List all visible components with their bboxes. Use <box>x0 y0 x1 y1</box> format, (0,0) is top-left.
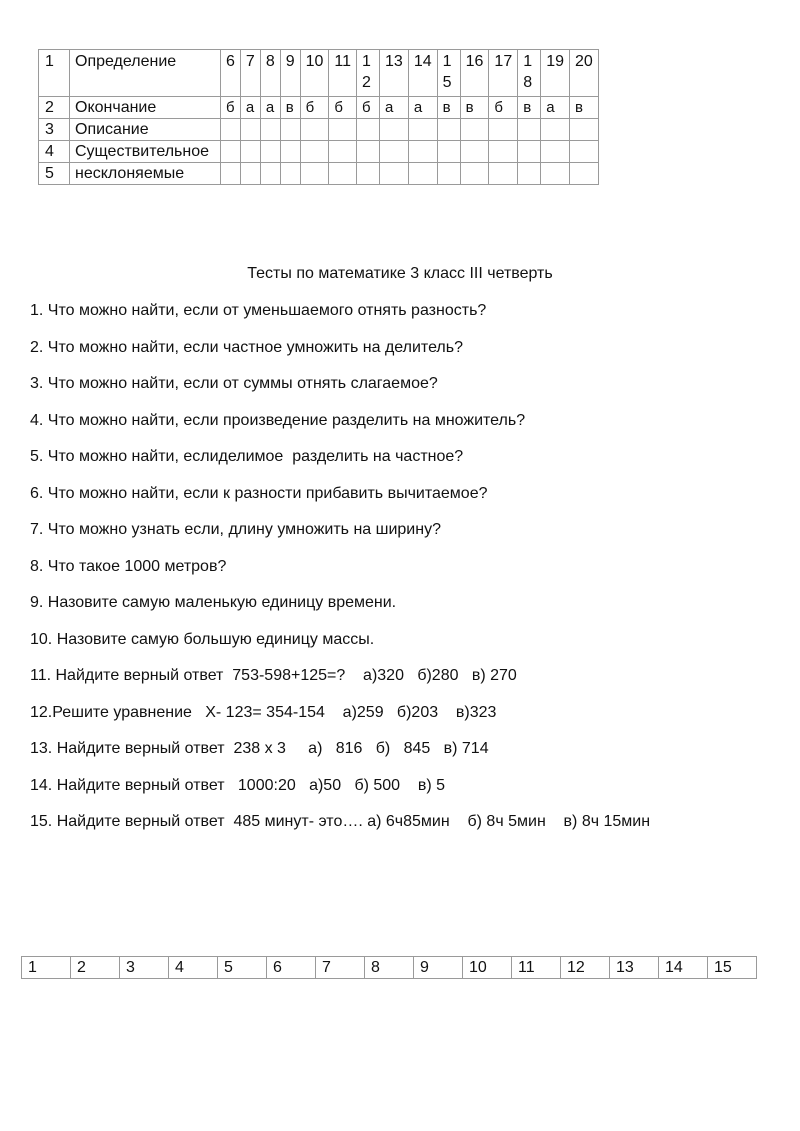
question-item: 13. Найдите верный ответ 238 х 3 а) 816 б) 845 в) 714 <box>30 740 489 757</box>
wrapped-number: 15 <box>442 53 452 91</box>
row-label: Описание <box>70 119 221 141</box>
table-cell: а <box>380 97 409 119</box>
table-cell <box>570 119 599 141</box>
table-row <box>39 97 599 119</box>
question-item: 6. Что можно найти, если к разности прибавить вычитаемое? <box>30 484 488 502</box>
table-cell <box>221 163 241 185</box>
table-cell <box>240 141 260 163</box>
table-cell <box>221 119 241 141</box>
table-cell: 20 <box>570 50 599 97</box>
table-cell <box>300 163 329 185</box>
table-cell <box>357 119 380 141</box>
table-cell: 11 <box>512 957 561 979</box>
question-item: 12.Решите уравнение Х- 123= 354-154 а)259 б)203 в)323 <box>30 703 497 721</box>
table-cell: 2 <box>71 957 120 979</box>
table-cell: 4 <box>169 957 218 979</box>
table-cell: 10 <box>300 50 329 97</box>
table-cell <box>221 141 241 163</box>
row-number: 1 <box>39 50 70 97</box>
table-row <box>39 119 599 141</box>
question-item: 11. Найдите верный ответ 753-598+125=? а)320 б)280 в) 270 <box>30 667 517 684</box>
table-cell <box>300 141 329 163</box>
table-cell <box>240 119 260 141</box>
table-cell <box>518 141 541 163</box>
question-item: 9. Назовите самую маленькую единицу времени. <box>30 594 397 611</box>
page-title: Тесты по математике 3 класс III четверть <box>247 265 553 282</box>
table-cell: 6 <box>221 50 241 97</box>
table-cell: а <box>408 97 437 119</box>
answer-grid-table <box>21 956 757 979</box>
table-cell: а <box>260 97 280 119</box>
question-item: 1. Что можно найти, если от уменьшаемого отнять разность? <box>30 302 487 319</box>
row-number: 5 <box>39 163 70 185</box>
table-cell <box>260 141 280 163</box>
table-cell <box>357 141 380 163</box>
table-cell <box>541 141 570 163</box>
question-item: 10. Назовите самую большую единицу массы. <box>30 630 375 648</box>
table-cell <box>541 119 570 141</box>
table-cell: 13 <box>610 957 659 979</box>
table-row <box>39 50 599 97</box>
table-cell <box>408 141 437 163</box>
row-label: Существительное <box>70 141 221 163</box>
table-row <box>39 163 599 185</box>
row-number: 4 <box>39 141 70 163</box>
table-cell: а <box>541 97 570 119</box>
table-row <box>22 957 757 979</box>
table-cell: 7 <box>240 50 260 97</box>
table-cell: в <box>460 97 489 119</box>
table-cell <box>380 119 409 141</box>
table-cell <box>437 141 460 163</box>
table-row <box>39 141 599 163</box>
table-cell: в <box>570 97 599 119</box>
table-cell: 12 <box>561 957 610 979</box>
question-item: 2. Что можно найти, если частное умножить на делитель? <box>30 338 463 356</box>
row-number: 2 <box>39 97 70 119</box>
table-cell <box>380 141 409 163</box>
row-number: 3 <box>39 119 70 141</box>
table-cell: в <box>518 97 541 119</box>
table-cell <box>437 50 460 97</box>
question-item: 8. Что такое 1000 метров? <box>30 557 227 575</box>
answer-key-table <box>38 49 599 185</box>
table-cell: 14 <box>408 50 437 97</box>
question-item: 14. Найдите верный ответ 1000:20 а)50 б) 500 в) 5 <box>30 776 446 794</box>
table-cell: б <box>357 97 380 119</box>
table-cell: 15 <box>708 957 757 979</box>
table-cell: 5 <box>218 957 267 979</box>
table-cell: 1 <box>22 957 71 979</box>
table-cell: б <box>300 97 329 119</box>
table-cell <box>518 119 541 141</box>
question-list <box>30 300 780 848</box>
table-cell <box>541 163 570 185</box>
table-cell: 13 <box>380 50 409 97</box>
table-cell <box>489 119 518 141</box>
table-cell <box>280 141 300 163</box>
table-cell <box>489 163 518 185</box>
question-item: 3. Что можно найти, если от суммы отнять слагаемое? <box>30 375 438 392</box>
wrapped-number: 12 <box>362 53 371 91</box>
table-cell <box>260 119 280 141</box>
table-cell: б <box>489 97 518 119</box>
table-cell <box>329 119 357 141</box>
table-cell: 10 <box>463 957 512 979</box>
table-cell <box>280 119 300 141</box>
table-cell: 9 <box>414 957 463 979</box>
table-cell <box>518 50 541 97</box>
table-cell <box>329 163 357 185</box>
row-label: Окончание <box>70 97 221 119</box>
table-cell: в <box>280 97 300 119</box>
table-cell <box>570 163 599 185</box>
question-item: 5. Что можно найти, еслиделимое разделить на частное? <box>30 448 464 465</box>
table-cell <box>460 141 489 163</box>
table-cell: 6 <box>267 957 316 979</box>
table-cell <box>570 141 599 163</box>
table-cell: в <box>437 97 460 119</box>
table-cell: 8 <box>365 957 414 979</box>
table-cell <box>357 163 380 185</box>
table-cell <box>437 119 460 141</box>
question-item: 15. Найдите верный ответ 485 минут- это…. а) 6ч85мин б) 8ч 5мин в) 8ч 15мин <box>30 813 651 830</box>
wrapped-number: 18 <box>523 53 533 91</box>
table-cell: 19 <box>541 50 570 97</box>
table-cell <box>357 50 380 97</box>
table-cell <box>408 163 437 185</box>
table-cell: 17 <box>489 50 518 97</box>
table-cell <box>489 141 518 163</box>
table-cell: 8 <box>260 50 280 97</box>
row-label: несклоняемые <box>70 163 221 185</box>
table-cell: 11 <box>329 50 357 97</box>
table-cell: б <box>221 97 241 119</box>
row-label: Определение <box>70 50 221 97</box>
table-cell: 7 <box>316 957 365 979</box>
table-cell <box>280 163 300 185</box>
table-cell: 14 <box>659 957 708 979</box>
table-cell <box>240 163 260 185</box>
table-cell <box>408 119 437 141</box>
table-cell: б <box>329 97 357 119</box>
table-cell <box>300 119 329 141</box>
table-cell <box>329 141 357 163</box>
table-cell <box>460 119 489 141</box>
table-cell <box>460 163 489 185</box>
table-cell <box>380 163 409 185</box>
table-cell: а <box>240 97 260 119</box>
table-cell <box>260 163 280 185</box>
table-cell: 9 <box>280 50 300 97</box>
table-cell <box>437 163 460 185</box>
table-cell <box>518 163 541 185</box>
table-cell: 3 <box>120 957 169 979</box>
table-cell: 16 <box>460 50 489 97</box>
question-item: 4. Что можно найти, если произведение разделить на множитель? <box>30 411 526 429</box>
question-item: 7. Что можно узнать если, длину умножить на ширину? <box>30 521 441 538</box>
